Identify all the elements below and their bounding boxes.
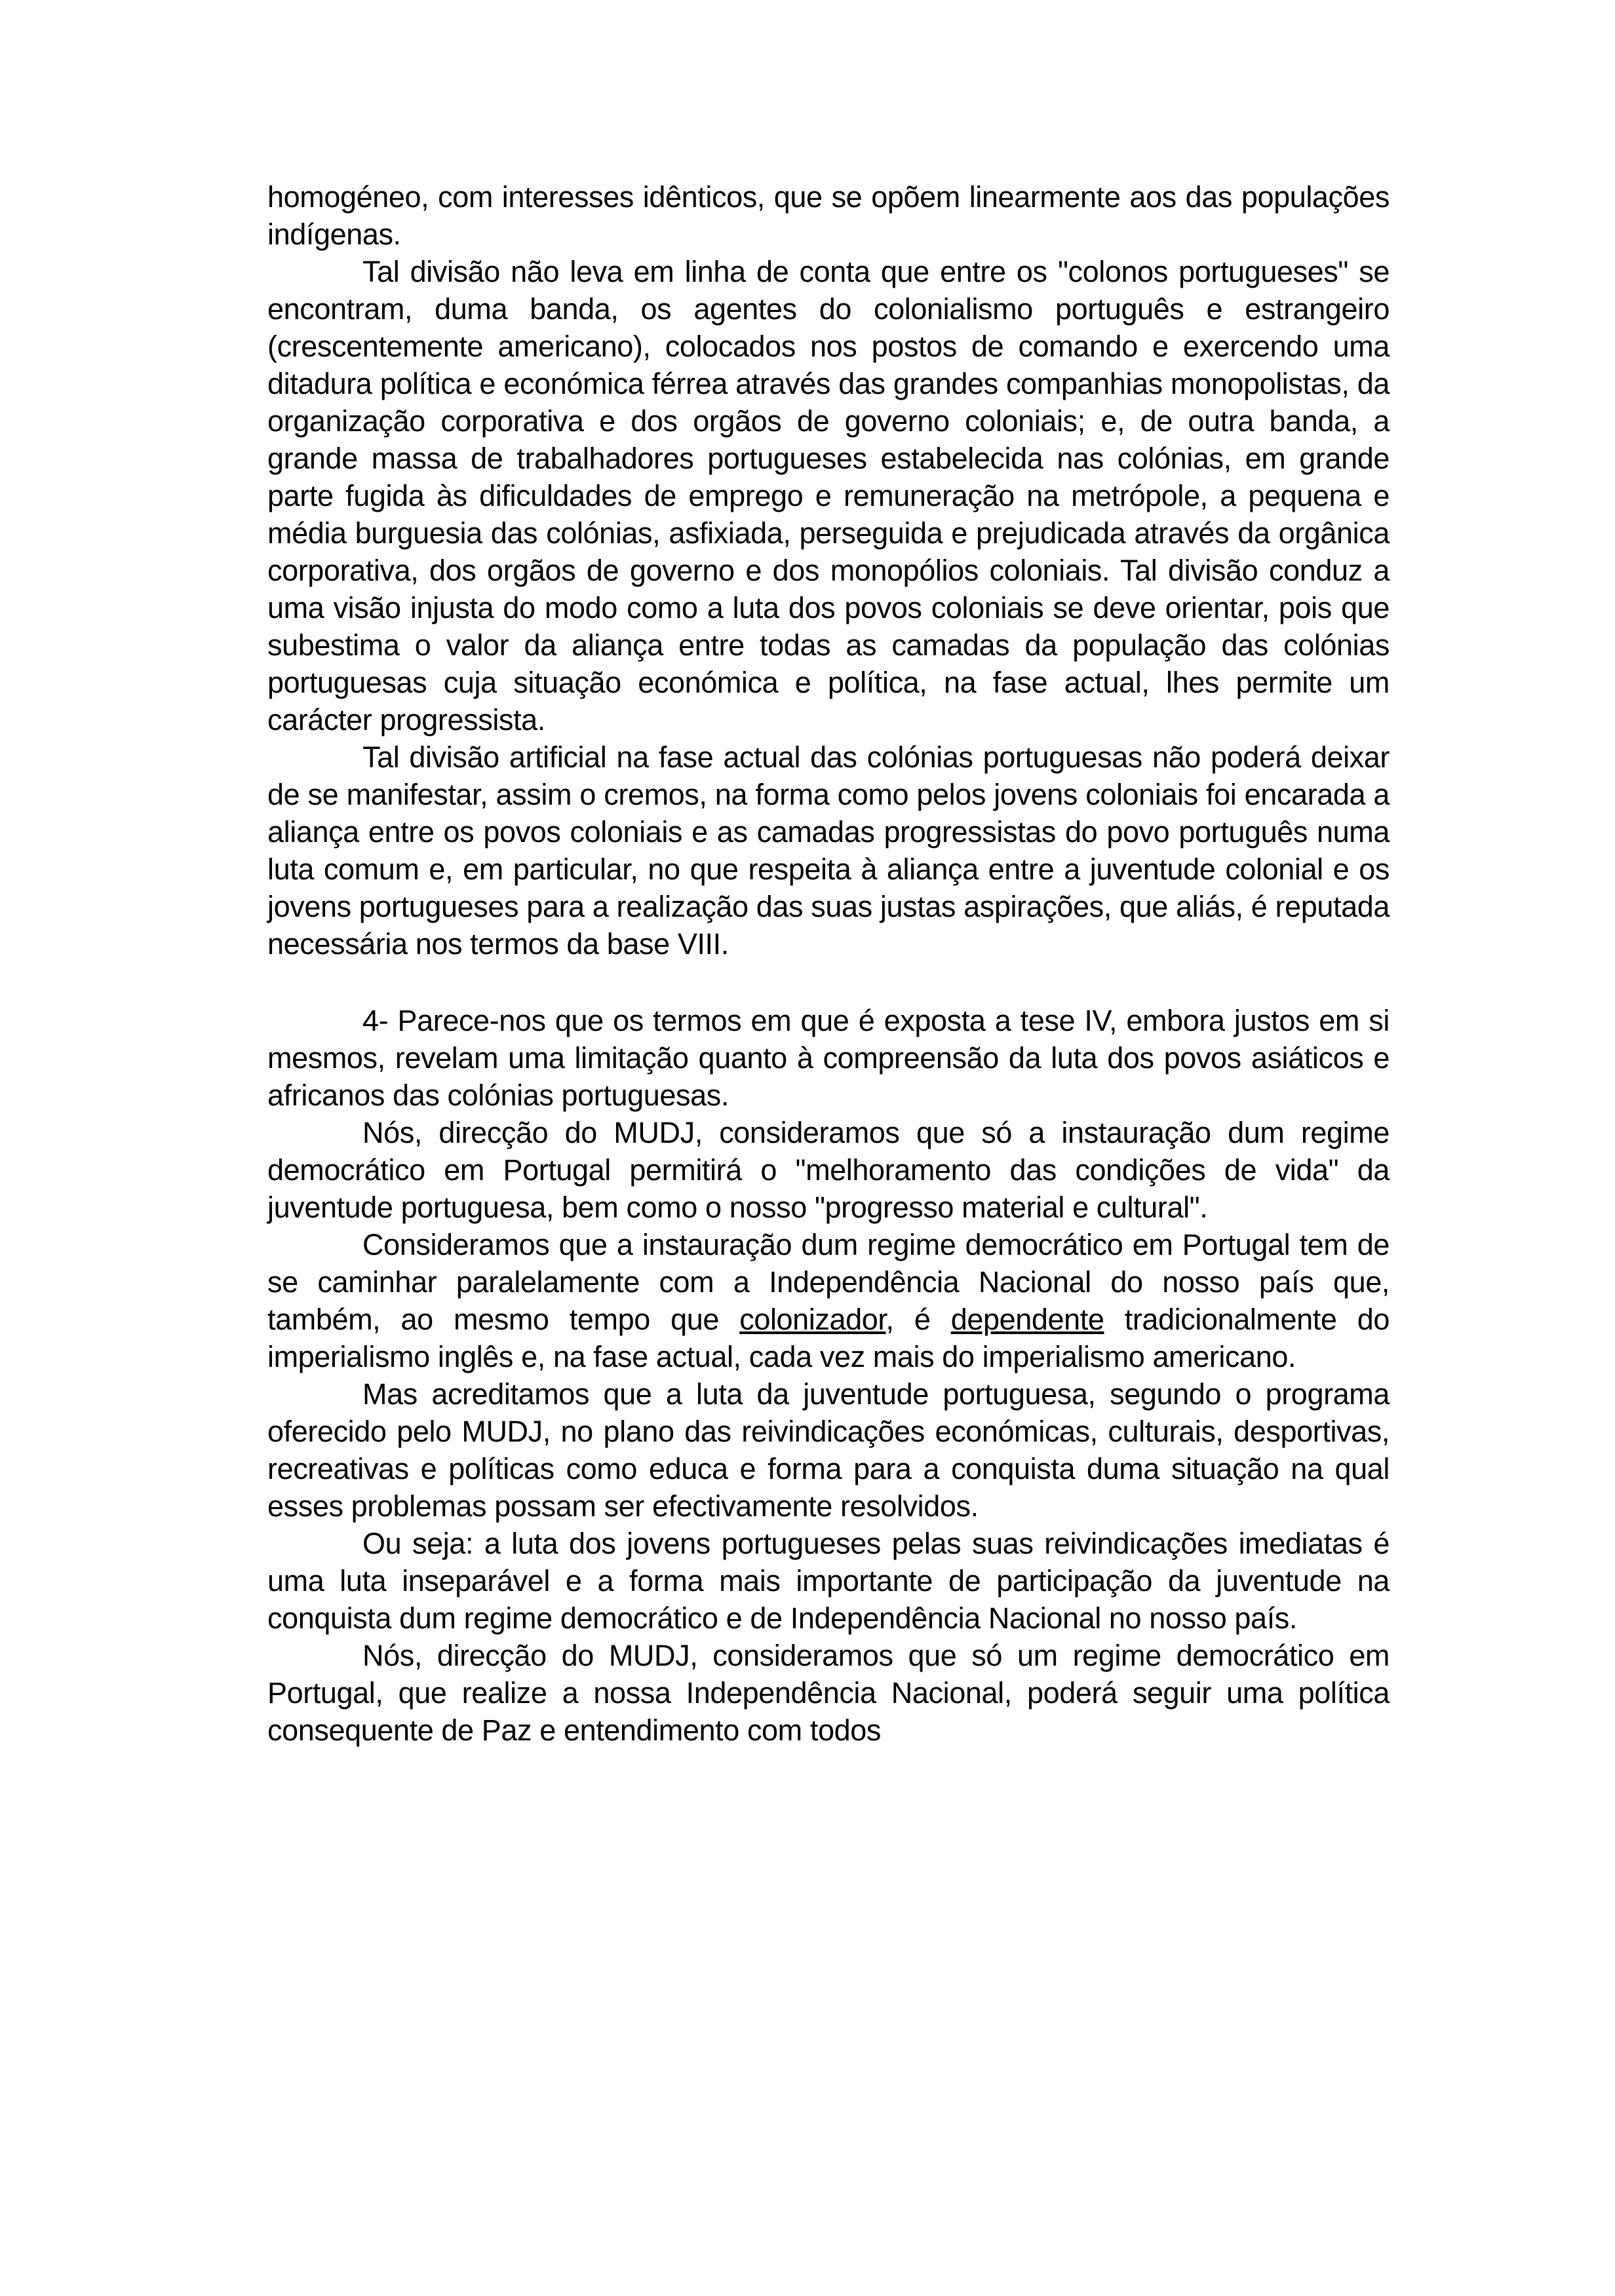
paragraph-6-text-start: Consideramos que a instauração dum regime democrático em Portugal tem de se caminhar paralelamente com a Independência Nacional do nosso país que, também, ao mesmo tempo que <box>267 1228 1390 1336</box>
paragraph-4-thesis-iv: 4- Parece-nos que os termos em que é exposta a tese IV, embora justos em si mesmos, revelam uma limitação quanto à compreensão da luta dos povos asiáticos e africanos das colónias portuguesas. <box>267 1004 1390 1112</box>
paragraph-6-text-end: tradicionalmente do imperialismo inglês e, na fase actual, cada vez mais do imperialismo americano. <box>267 1303 1390 1373</box>
paragraph-2: Tal divisão não leva em linha de conta que entre os "colonos portugueses" se encontram, duma banda, os agentes do colonialismo português e estrangeiro (crescentemente americano), colocados nos postos de comando e exercendo uma ditadura política e económica férrea através das grandes companhias monopolistas, da organização corporativa e dos orgãos de governo coloniais; e, de outra banda, a grande massa de trabalhadores portugueses estabelecida nas colónias, em grande parte fugida às dificuldades de emprego e remuneração na metrópole, a pequena e média burguesia das colónias, asfixiada, perseguida e prejudicada através da orgânica corporativa, dos orgãos de governo e dos monopólios coloniais. Tal divisão conduz a uma visão injusta do modo como a luta dos povos coloniais se deve orientar, pois que subestima o valor da aliança entre todas as camadas da população das colónias portuguesas cuja situação económica e política, na fase actual, lhes permite um carácter progressista. <box>267 255 1390 737</box>
underlined-word-dependente: dependente <box>950 1303 1104 1336</box>
document-page <box>267 178 1390 1749</box>
paragraph-6-text-middle: , é <box>885 1303 951 1336</box>
paragraph-3: Tal divisão artificial na fase actual das colónias portuguesas não poderá deixar de se manifestar, assim o cremos, na forma como pelos jovens coloniais foi encarada a aliança entre os povos coloniais e as camadas progressistas do povo português numa luta comum e, em particular, no que respeita à aliança entre a juventude colonial e os jovens portugueses para a realização das suas justas aspirações, que aliás, é reputada necessária nos termos da base VIII. <box>267 740 1390 961</box>
paragraph-1: homogéneo, com interesses idênticos, que se opõem linearmente aos das populações indígenas. <box>267 180 1390 251</box>
paragraph-5: Nós, direcção do MUDJ, consideramos que só a instauração dum regime democrático em Portugal permitirá o "melhoramento das condições de vida" da juventude portuguesa, bem como o nosso "progresso material e cultural". <box>267 1116 1390 1224</box>
underlined-word-colonizador: colonizador <box>739 1303 886 1336</box>
paragraph-9: Nós, direcção do MUDJ, consideramos que só um regime democrático em Portugal, que realize a nossa Independência Nacional, poderá seguir uma política consequente de Paz e entendimento com todos <box>267 1639 1390 1747</box>
paragraph-8: Ou seja: a luta dos jovens portugueses pelas suas reivindicações imediatas é uma luta inseparável e a forma mais importante de participação da juventude na conquista dum regime democrático e de Independência Nacional no nosso país. <box>267 1527 1390 1635</box>
paragraph-6 <box>267 1226 1390 1375</box>
paragraph-7: Mas acreditamos que a luta da juventude portuguesa, segundo o programa oferecido pelo MUDJ, no plano das reivindicações económicas, culturais, desportivas, recreativas e políticas como educa e forma para a conquista duma situação na qual esses problemas possam ser efectivamente resolvidos. <box>267 1377 1390 1523</box>
